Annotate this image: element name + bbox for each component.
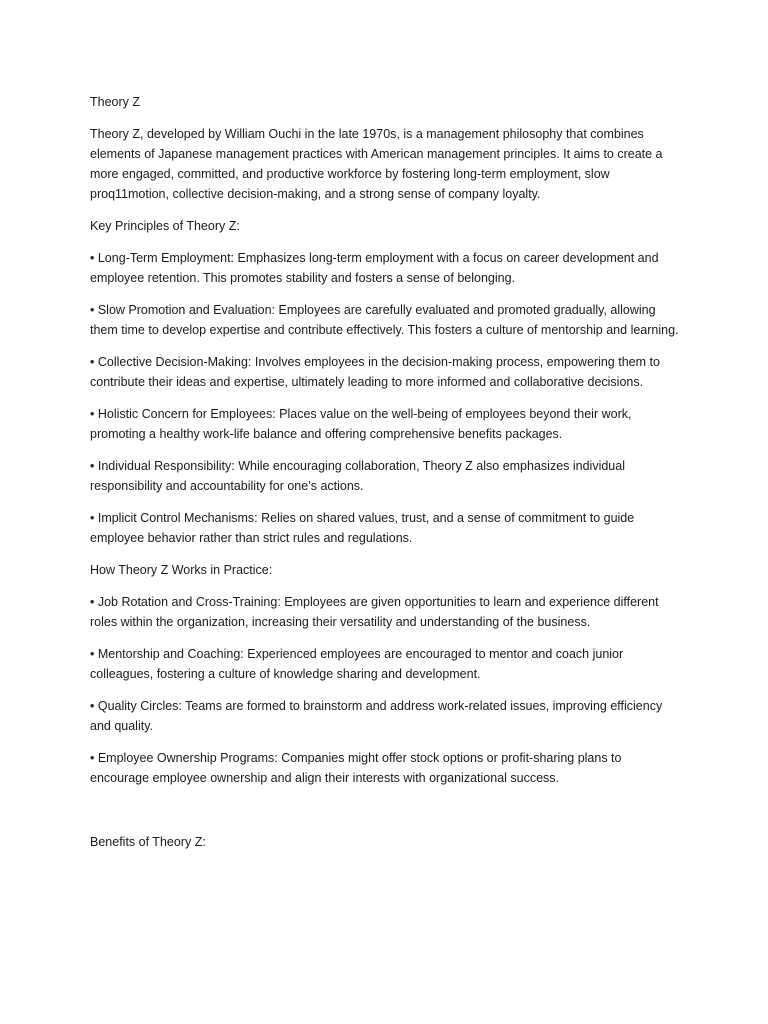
document-title: Theory Z xyxy=(90,95,141,109)
practice-mentorship: • Mentorship and Coaching: Experienced employees are encouraged to mentor and coach junior colleagues, fostering a culture of knowledge sharing and development. xyxy=(90,647,624,681)
principle-individual-responsibility: • Individual Responsibility: While encouraging collaboration, Theory Z also emphasizes individual responsibility and accountability for one’s actions. xyxy=(90,459,625,493)
principle-collective-decision-making: • Collective Decision-Making: Involves employees in the decision-making process, empowering them to contribute their ideas and expertise, ultimately leading to more informed and collaborative decisions. xyxy=(90,355,660,389)
principle-slow-promotion: • Slow Promotion and Evaluation: Employees are carefully evaluated and promoted gradually, allowing them time to develop expertise and contribute effectively. This fosters a culture of mentorship and learning. xyxy=(90,303,679,337)
practice-quality-circles: • Quality Circles: Teams are formed to brainstorm and address work-related issues, improving efficiency and quality. xyxy=(90,699,663,733)
document-body xyxy=(90,92,680,864)
practice-heading: How Theory Z Works in Practice: xyxy=(90,563,273,577)
blank-line xyxy=(90,800,680,832)
intro-paragraph: Theory Z, developed by William Ouchi in the late 1970s, is a management philosophy that combines elements of Japanese management practices with American management principles. It aims to create a more engaged, committed, and productive workforce by fostering long-term employment, slow proq11motion, collective decision-making, and a strong sense of company loyalty. xyxy=(90,127,663,201)
benefits-heading: Benefits of Theory Z: xyxy=(90,835,206,849)
key-principles-heading: Key Principles of Theory Z: xyxy=(90,219,240,233)
principle-holistic-concern: • Holistic Concern for Employees: Places value on the well-being of employees beyond their work, promoting a healthy work-life balance and offering comprehensive benefits packages. xyxy=(90,407,632,441)
principle-long-term-employment: • Long-Term Employment: Emphasizes long-term employment with a focus on career development and employee retention. This promotes stability and fosters a sense of belonging. xyxy=(90,251,659,285)
practice-job-rotation: • Job Rotation and Cross-Training: Employees are given opportunities to learn and experience different roles within the organization, increasing their versatility and understanding of the business. xyxy=(90,595,659,629)
practice-employee-ownership: • Employee Ownership Programs: Companies might offer stock options or profit-sharing plans to encourage employee ownership and align their interests with organizational success. xyxy=(90,751,622,785)
principle-implicit-control: • Implicit Control Mechanisms: Relies on shared values, trust, and a sense of commitment to guide employee behavior rather than strict rules and regulations. xyxy=(90,511,635,545)
